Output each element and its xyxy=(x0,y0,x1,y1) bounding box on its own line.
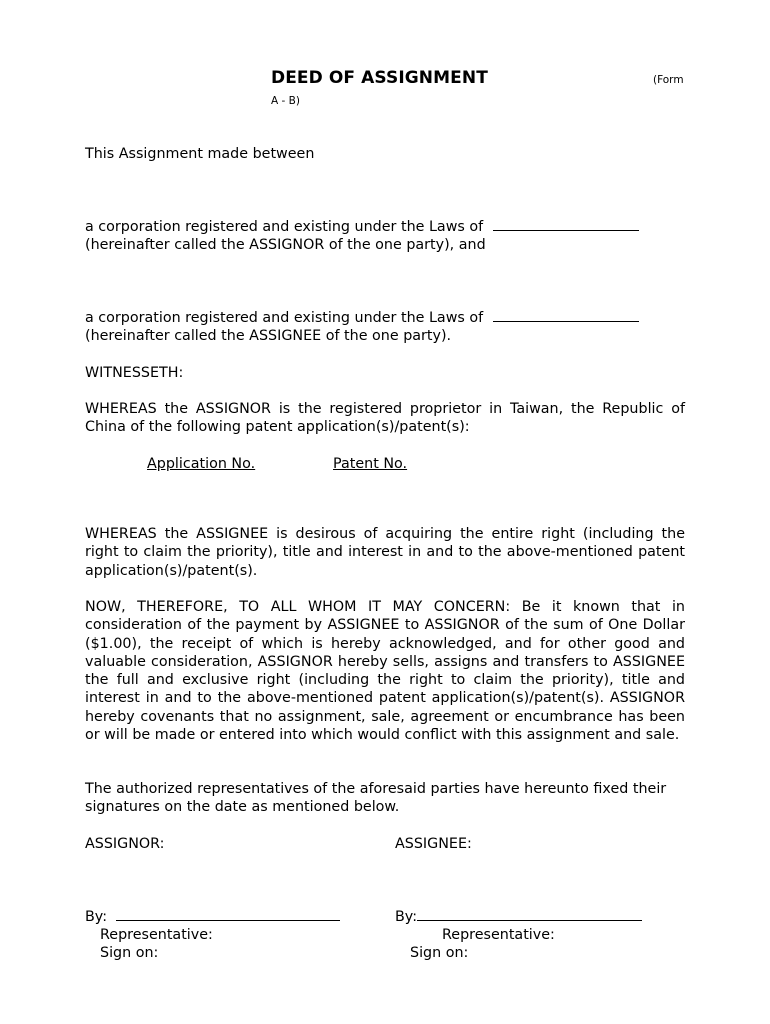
assignor-law-line xyxy=(85,218,685,236)
assignor-law-text: a corporation registered and existing under the Laws of xyxy=(85,219,484,235)
assignee-law-blank xyxy=(493,309,639,322)
authorized-paragraph: The authorized representatives of the aforesaid parties have hereunto fixed their signatures on the date as mentioned below. xyxy=(85,781,667,816)
document-title: DEED OF ASSIGNMENT xyxy=(271,68,488,88)
witnesseth-heading: WITNESSETH: xyxy=(85,365,184,381)
assignee-representative-label: Representative: xyxy=(442,927,555,943)
application-no-header: Application No. xyxy=(147,456,256,472)
whereas-desirous-paragraph: WHEREAS the ASSIGNEE is desirous of acquiring the entire right (including the right to claim the priority), title and interest in and to the above-mentioned patent application(s)/patent(s). xyxy=(85,526,685,579)
assignee-by-label: By: xyxy=(395,909,418,925)
assignee-called-text: (hereinafter called the ASSIGNEE of the one party). xyxy=(85,328,452,344)
assignor-law-blank xyxy=(493,218,639,231)
assignor-representative-label: Representative: xyxy=(100,927,213,943)
assignor-signature-blank xyxy=(116,908,340,921)
form-label: (Form xyxy=(653,74,684,86)
patent-no-header: Patent No. xyxy=(333,456,408,472)
intro-text: This Assignment made between xyxy=(85,146,315,162)
assignee-law-text: a corporation registered and existing under the Laws of xyxy=(85,310,484,326)
assignee-by-line xyxy=(395,908,642,926)
form-code: A - B) xyxy=(271,95,300,107)
assignor-called-text: (hereinafter called the ASSIGNOR of the one party), and xyxy=(85,237,486,253)
assignor-by-line xyxy=(85,908,340,926)
whereas-proprietor-paragraph: WHEREAS the ASSIGNOR is the registered proprietor in Taiwan, the Republic of China of the following patent application(s)/patent(s): xyxy=(85,401,685,436)
assignee-signature-label: ASSIGNEE: xyxy=(395,836,472,852)
now-therefore-paragraph: NOW, THEREFORE, TO ALL WHOM IT MAY CONCERN: Be it known that in consideration of the payment by ASSIGNEE to ASSIGNOR of the sum of One Dollar ($1.00), the receipt of which is hereby acknowledged, and for other good and valuable consideration, ASSIGNOR hereby sells, assigns and transfers to ASSIGNEE the full and exclusive right (including the right to claim the priority), title and interest in and to the above-mentioned patent application(s)/patent(s). ASSIGNOR hereby covenants that no assignment, sale, agreement or encumbrance has been or will be made or entered into which would conflict with this assignment and sale. xyxy=(85,599,685,744)
assignee-law-line xyxy=(85,309,685,327)
assignor-signature-label: ASSIGNOR: xyxy=(85,836,165,852)
assignor-by-label: By: xyxy=(85,909,108,925)
assignor-sign-on-label: Sign on: xyxy=(100,945,159,961)
assignee-signature-blank xyxy=(417,908,642,921)
assignee-sign-on-label: Sign on: xyxy=(410,945,469,961)
